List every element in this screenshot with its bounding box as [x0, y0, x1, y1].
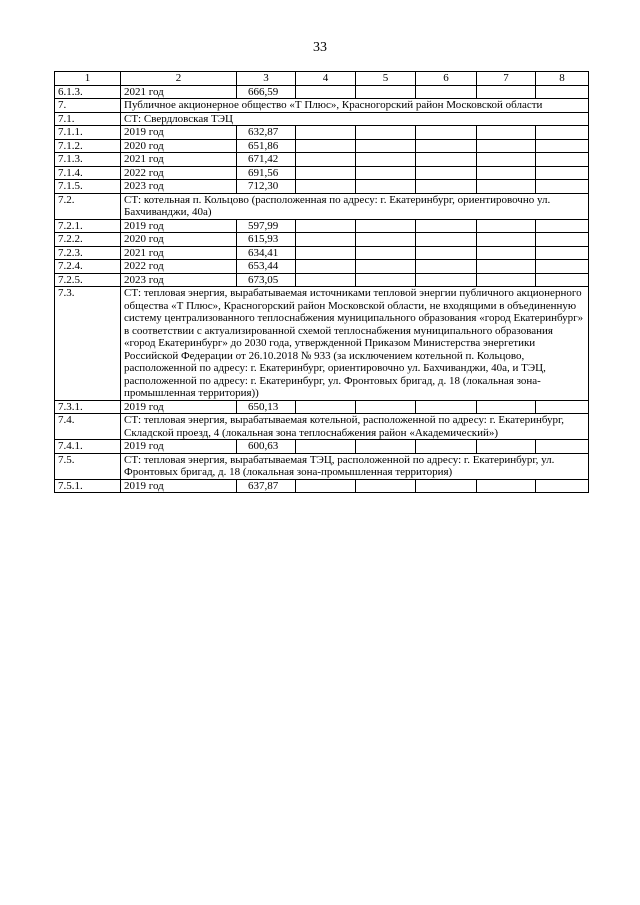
empty-cell: [296, 85, 356, 99]
empty-cell: [477, 126, 536, 140]
row-period: 2021 год: [121, 85, 237, 99]
empty-cell: [536, 85, 589, 99]
empty-cell: [416, 166, 477, 180]
header-cell: 2: [121, 72, 237, 86]
empty-cell: [296, 440, 356, 454]
row-number: 7.2.: [55, 193, 121, 219]
empty-cell: [296, 233, 356, 247]
row-value: 673,05: [237, 273, 296, 287]
row-value: 671,42: [237, 153, 296, 167]
row-description: СТ: тепловая энергия, вырабатываемая котельной, расположенной по адресу: г. Екатеринбург, Складской проезд, 4 (локальная зона теплоснабжения район «Академический»): [121, 414, 589, 440]
empty-cell: [416, 233, 477, 247]
empty-cell: [416, 126, 477, 140]
empty-cell: [477, 246, 536, 260]
row-description: СТ: тепловая энергия, вырабатываемая источниками тепловой энергии публичного акционерного общества «Т Плюс», Красногорский район Московской области, не входящими в объединенную систему централизованного теплоснабжения муниципального образования «город Екатеринбург» в соответствии с актуализированной схемой теплоснабжения муниципального образования «город Екатеринбург» до 2030 года, утвержденной Приказом Министерства энергетики Российской Федерации от 26.10.2018 № 933 (за исключением котельной п. Кольцово, расположенной по адресу: г. Екатеринбург, ориентировочно ул. Бахчиванджи, 40а, и ТЭЦ, расположенной по адресу: г. Екатеринбург, ул. Фронтовых бригад, д. 18 (локальная зона-промышленная территория)): [121, 287, 589, 401]
empty-cell: [536, 260, 589, 274]
row-number: 7.1.: [55, 112, 121, 126]
row-number: 7.3.1.: [55, 400, 121, 414]
table-row: [55, 246, 589, 260]
table-header-row: [55, 72, 589, 86]
section-row: [55, 112, 589, 126]
empty-cell: [477, 139, 536, 153]
row-description: СТ: Свердловская ТЭЦ: [121, 112, 589, 126]
row-value: 632,87: [237, 126, 296, 140]
row-description: СТ: котельная п. Кольцово (расположенная по адресу: г. Екатеринбург, ориентировочно ул. Бахчиванджи, 40а): [121, 193, 589, 219]
row-number: 7.: [55, 99, 121, 113]
empty-cell: [477, 153, 536, 167]
row-number: 7.2.5.: [55, 273, 121, 287]
empty-cell: [536, 233, 589, 247]
row-value: 653,44: [237, 260, 296, 274]
table-body: [55, 72, 589, 493]
row-number: 7.2.2.: [55, 233, 121, 247]
row-value: 597,99: [237, 219, 296, 233]
row-number: 7.3.: [55, 287, 121, 401]
empty-cell: [296, 139, 356, 153]
empty-cell: [477, 180, 536, 194]
row-number: 7.1.3.: [55, 153, 121, 167]
empty-cell: [536, 153, 589, 167]
empty-cell: [536, 273, 589, 287]
empty-cell: [416, 273, 477, 287]
row-period: 2023 год: [121, 273, 237, 287]
row-value: 666,59: [237, 85, 296, 99]
empty-cell: [477, 260, 536, 274]
table-row: [55, 219, 589, 233]
header-cell: 6: [416, 72, 477, 86]
row-period: 2019 год: [121, 219, 237, 233]
empty-cell: [416, 440, 477, 454]
empty-cell: [477, 440, 536, 454]
empty-cell: [477, 219, 536, 233]
empty-cell: [356, 233, 416, 247]
empty-cell: [477, 479, 536, 493]
row-value: 650,13: [237, 400, 296, 414]
empty-cell: [416, 180, 477, 194]
row-period: 2019 год: [121, 479, 237, 493]
row-period: 2022 год: [121, 166, 237, 180]
empty-cell: [416, 219, 477, 233]
row-number: 7.2.4.: [55, 260, 121, 274]
empty-cell: [477, 400, 536, 414]
row-value: 634,41: [237, 246, 296, 260]
row-period: 2020 год: [121, 139, 237, 153]
row-number: 7.1.5.: [55, 180, 121, 194]
empty-cell: [296, 166, 356, 180]
table-row: [55, 139, 589, 153]
empty-cell: [356, 246, 416, 260]
row-value: 691,56: [237, 166, 296, 180]
row-period: 2019 год: [121, 440, 237, 454]
empty-cell: [356, 260, 416, 274]
empty-cell: [356, 440, 416, 454]
table-row: [55, 85, 589, 99]
empty-cell: [536, 246, 589, 260]
row-number: 7.2.1.: [55, 219, 121, 233]
table-row: [55, 180, 589, 194]
section-row: [55, 414, 589, 440]
section-row: [55, 99, 589, 113]
empty-cell: [416, 246, 477, 260]
empty-cell: [356, 85, 416, 99]
table-row: [55, 166, 589, 180]
row-period: 2019 год: [121, 400, 237, 414]
empty-cell: [477, 233, 536, 247]
table-row: [55, 400, 589, 414]
empty-cell: [356, 180, 416, 194]
row-period: 2022 год: [121, 260, 237, 274]
table-row: [55, 126, 589, 140]
empty-cell: [296, 153, 356, 167]
section-row: [55, 193, 589, 219]
table-row: [55, 260, 589, 274]
row-period: 2019 год: [121, 126, 237, 140]
table-row: [55, 440, 589, 454]
table-row: [55, 233, 589, 247]
row-period: 2020 год: [121, 233, 237, 247]
row-number: 7.5.: [55, 453, 121, 479]
table-row: [55, 479, 589, 493]
row-period: 2023 год: [121, 180, 237, 194]
empty-cell: [416, 479, 477, 493]
empty-cell: [356, 219, 416, 233]
table-row: [55, 153, 589, 167]
empty-cell: [536, 219, 589, 233]
empty-cell: [356, 400, 416, 414]
empty-cell: [477, 273, 536, 287]
page-number: 33: [313, 40, 327, 55]
row-number: 6.1.3.: [55, 85, 121, 99]
empty-cell: [416, 85, 477, 99]
row-number: 7.5.1.: [55, 479, 121, 493]
row-description: СТ: тепловая энергия, вырабатываемая ТЭЦ, расположенной по адресу: г. Екатеринбург, ул. Фронтовых бригад, д. 18 (локальная зона-промышленная территория): [121, 453, 589, 479]
row-value: 651,86: [237, 139, 296, 153]
section-row: [55, 453, 589, 479]
section-row: [55, 287, 589, 401]
header-cell: 5: [356, 72, 416, 86]
empty-cell: [416, 400, 477, 414]
row-number: 7.1.4.: [55, 166, 121, 180]
empty-cell: [296, 219, 356, 233]
empty-cell: [416, 153, 477, 167]
row-value: 712,30: [237, 180, 296, 194]
empty-cell: [296, 479, 356, 493]
empty-cell: [536, 126, 589, 140]
empty-cell: [356, 139, 416, 153]
header-cell: 1: [55, 72, 121, 86]
empty-cell: [356, 273, 416, 287]
empty-cell: [296, 273, 356, 287]
empty-cell: [356, 166, 416, 180]
empty-cell: [536, 440, 589, 454]
header-cell: 3: [237, 72, 296, 86]
row-number: 7.1.2.: [55, 139, 121, 153]
empty-cell: [296, 180, 356, 194]
row-number: 7.4.: [55, 414, 121, 440]
empty-cell: [356, 153, 416, 167]
row-value: 600,63: [237, 440, 296, 454]
empty-cell: [296, 260, 356, 274]
empty-cell: [477, 85, 536, 99]
empty-cell: [536, 139, 589, 153]
row-period: 2021 год: [121, 246, 237, 260]
row-number: 7.4.1.: [55, 440, 121, 454]
tariff-table: [54, 71, 589, 493]
empty-cell: [536, 166, 589, 180]
row-description: Публичное акционерное общество «Т Плюс», Красногорский район Московской области: [121, 99, 589, 113]
empty-cell: [416, 139, 477, 153]
empty-cell: [296, 126, 356, 140]
empty-cell: [536, 180, 589, 194]
empty-cell: [536, 479, 589, 493]
header-cell: 7: [477, 72, 536, 86]
empty-cell: [477, 166, 536, 180]
empty-cell: [356, 126, 416, 140]
header-cell: 8: [536, 72, 589, 86]
table-row: [55, 273, 589, 287]
empty-cell: [356, 479, 416, 493]
empty-cell: [416, 260, 477, 274]
row-value: 615,93: [237, 233, 296, 247]
row-value: 637,87: [237, 479, 296, 493]
empty-cell: [296, 246, 356, 260]
empty-cell: [536, 400, 589, 414]
row-number: 7.1.1.: [55, 126, 121, 140]
empty-cell: [296, 400, 356, 414]
row-number: 7.2.3.: [55, 246, 121, 260]
row-period: 2021 год: [121, 153, 237, 167]
header-cell: 4: [296, 72, 356, 86]
